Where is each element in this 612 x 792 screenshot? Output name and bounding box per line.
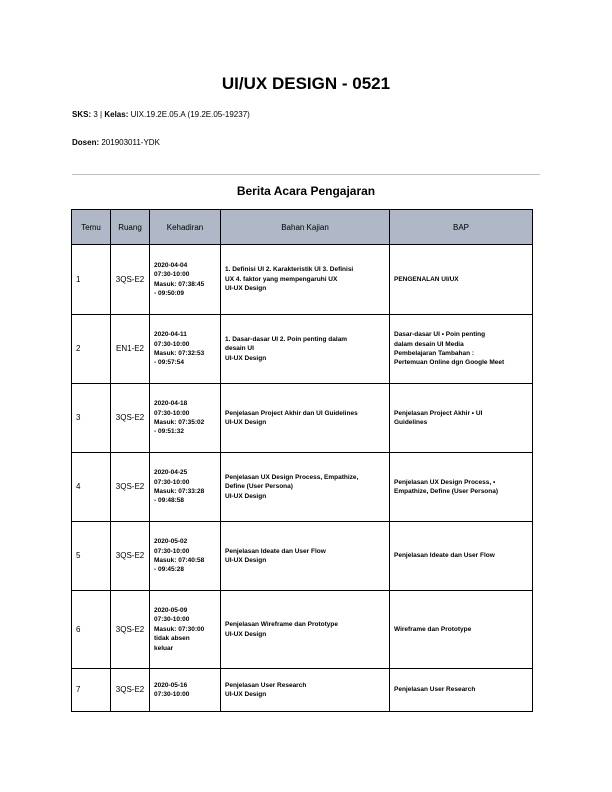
cell-kehadiran-line: 07:30-10:00 bbox=[154, 409, 190, 417]
cell-bahan-kajian-line: Penjelasan UX Design Process, Empathize, bbox=[225, 473, 359, 481]
cell-bap-line: Penjelasan User Research bbox=[394, 686, 476, 694]
cell-kehadiran-line: 07:30-10:00 bbox=[154, 478, 190, 486]
cell-bap-line: Penjelasan Ideate dan User Flow bbox=[394, 552, 495, 560]
sks-value: 3 bbox=[93, 110, 98, 119]
cell-temu: 3 bbox=[72, 384, 111, 453]
cell-ruang: 3QS-E2 bbox=[111, 522, 150, 591]
cell-bap bbox=[390, 384, 533, 453]
cell-ruang: 3QS-E2 bbox=[111, 453, 150, 522]
cell-bahan-kajian-line: Penjelasan User Research bbox=[225, 681, 307, 689]
table-row bbox=[72, 453, 533, 522]
cell-bahan-kajian-line: desain UI bbox=[225, 345, 254, 353]
cell-kehadiran-line: keluar bbox=[154, 644, 174, 652]
cell-kehadiran bbox=[150, 591, 221, 669]
cell-bahan-kajian-line: UI-UX Design bbox=[225, 492, 267, 500]
meta-line-sks-kelas bbox=[72, 110, 250, 119]
cell-bahan-kajian-line: Penjelasan Ideate dan User Flow bbox=[225, 547, 326, 555]
cell-bahan-kajian-line: 1. Dasar-dasar UI 2. Poin penting dalam bbox=[225, 335, 348, 343]
cell-bahan-kajian-line: 1. Definisi UI 2. Karakteristik UI 3. Definisi bbox=[225, 266, 354, 274]
cell-bahan-kajian bbox=[221, 245, 390, 315]
cell-kehadiran-line: - 09:45:28 bbox=[154, 566, 184, 574]
cell-kehadiran-line: tidak absen bbox=[154, 635, 190, 643]
cell-ruang: 3QS-E2 bbox=[111, 591, 150, 669]
table-row bbox=[72, 591, 533, 669]
cell-bahan-kajian-line: UI-UX Design bbox=[225, 354, 267, 362]
meta-separator: | bbox=[100, 110, 103, 119]
cell-kehadiran bbox=[150, 453, 221, 522]
cell-bap-line: Penjelasan UX Design Process, • bbox=[394, 478, 496, 486]
dosen-label: Dosen: bbox=[72, 138, 100, 147]
cell-bap-line: Empathize, Define (User Persona) bbox=[394, 488, 499, 495]
cell-bahan-kajian-line: Penjelasan Wireframe dan Prototype bbox=[225, 621, 339, 629]
cell-temu: 5 bbox=[72, 522, 111, 591]
cell-bahan-kajian bbox=[221, 669, 390, 712]
cell-bahan-kajian bbox=[221, 384, 390, 453]
cell-kehadiran-line: Masuk: 07:40:58 bbox=[154, 557, 205, 564]
cell-kehadiran-line: 07:30-10:00 bbox=[154, 691, 190, 698]
cell-temu: 1 bbox=[72, 245, 111, 315]
cell-kehadiran-line: 2020-05-02 bbox=[154, 538, 188, 546]
cell-bap-line: PENGENALAN UI/UX bbox=[394, 275, 459, 283]
cell-bap-line: Dasar-dasar UI • Poin penting bbox=[394, 331, 486, 339]
header-bap: BAP bbox=[390, 210, 533, 245]
cell-bap bbox=[390, 453, 533, 522]
cell-bahan-kajian bbox=[221, 315, 390, 384]
document-title: UI/UX DESIGN - 0521 bbox=[221, 74, 391, 93]
header-bahan-kajian: Bahan Kajian bbox=[221, 210, 390, 245]
cell-kehadiran-line: 2020-04-25 bbox=[154, 469, 188, 477]
cell-temu: 7 bbox=[72, 669, 111, 712]
cell-temu: 2 bbox=[72, 315, 111, 384]
cell-bahan-kajian-line: UI-UX Design bbox=[225, 557, 267, 564]
cell-kehadiran-line: - 09:51:32 bbox=[154, 428, 184, 436]
cell-bahan-kajian-line: UX 4. faktor yang mempengaruhi UX bbox=[225, 275, 338, 283]
cell-kehadiran-line: - 09:50:09 bbox=[154, 289, 184, 297]
cell-bap-line: Wireframe dan Prototype bbox=[394, 625, 472, 633]
cell-kehadiran-line: Masuk: 07:30:00 bbox=[154, 625, 205, 633]
dosen-value: 201903011-YDK bbox=[101, 138, 160, 147]
cell-kehadiran-line: 2020-04-18 bbox=[154, 400, 188, 408]
cell-kehadiran bbox=[150, 522, 221, 591]
cell-kehadiran-line: Masuk: 07:33:28 bbox=[154, 488, 205, 495]
cell-kehadiran-line: 2020-04-04 bbox=[154, 261, 188, 269]
cell-kehadiran bbox=[150, 315, 221, 384]
cell-bap bbox=[390, 315, 533, 384]
table-header-row bbox=[72, 210, 533, 245]
cell-kehadiran bbox=[150, 669, 221, 712]
table-row bbox=[72, 245, 533, 315]
sks-label: SKS: bbox=[72, 110, 92, 119]
cell-kehadiran-line: 07:30-10:00 bbox=[154, 547, 190, 555]
cell-kehadiran-line: 2020-04-11 bbox=[154, 331, 187, 339]
cell-bap bbox=[390, 522, 533, 591]
cell-bap bbox=[390, 591, 533, 669]
cell-bahan-kajian-line: UI-UX Design bbox=[225, 630, 267, 638]
section-title: Berita Acara Pengajaran bbox=[236, 184, 376, 198]
cell-bap-line: Pertemuan Online dgn Google Meet bbox=[394, 359, 505, 367]
header-ruang: Ruang bbox=[111, 210, 150, 245]
cell-kehadiran-line: 2020-05-16 bbox=[154, 681, 188, 689]
cell-bap-line: Guidelines bbox=[394, 419, 428, 426]
cell-bap-line: Penjelasan Project Akhir • UI bbox=[394, 409, 483, 417]
cell-kehadiran-line: Masuk: 07:32:53 bbox=[154, 350, 205, 357]
cell-ruang: 3QS-E2 bbox=[111, 669, 150, 712]
cell-kehadiran-line: - 09:48:58 bbox=[154, 497, 184, 505]
cell-bap bbox=[390, 245, 533, 315]
cell-ruang: EN1-E2 bbox=[111, 315, 150, 384]
cell-kehadiran-line: 07:30-10:00 bbox=[154, 340, 190, 348]
cell-bahan-kajian-line: UI-UX Design bbox=[225, 285, 267, 293]
cell-bahan-kajian-line: Define (User Persona) bbox=[225, 483, 293, 491]
cell-kehadiran-line: Masuk: 07:35:02 bbox=[154, 419, 205, 426]
cell-kehadiran bbox=[150, 384, 221, 453]
cell-kehadiran bbox=[150, 245, 221, 315]
header-kehadiran: Kehadiran bbox=[150, 210, 221, 245]
cell-ruang: 3QS-E2 bbox=[111, 384, 150, 453]
cell-bahan-kajian-line: Penjelasan Project Akhir dan UI Guidelines bbox=[225, 409, 358, 417]
meta-line-dosen bbox=[72, 138, 160, 147]
cell-bap-line: dalam desain UI Media bbox=[394, 340, 464, 348]
cell-bahan-kajian bbox=[221, 522, 390, 591]
cell-temu: 6 bbox=[72, 591, 111, 669]
header-temu: Temu bbox=[72, 210, 111, 245]
cell-bap-line: Pembelajaran Tambahan : bbox=[394, 350, 475, 357]
table-row bbox=[72, 669, 533, 712]
cell-bahan-kajian bbox=[221, 453, 390, 522]
cell-bahan-kajian-line: UI-UX Design bbox=[225, 691, 267, 698]
kelas-label: Kelas: bbox=[104, 110, 129, 119]
table-row bbox=[72, 384, 533, 453]
bap-table bbox=[71, 209, 533, 712]
cell-bap bbox=[390, 669, 533, 712]
kelas-value: UIX.19.2E.05.A (19.2E.05-19237) bbox=[130, 110, 250, 119]
divider bbox=[72, 174, 540, 175]
cell-bahan-kajian bbox=[221, 591, 390, 669]
table-row bbox=[72, 522, 533, 591]
cell-kehadiran-line: 07:30-10:00 bbox=[154, 616, 190, 624]
cell-kehadiran-line: 07:30-10:00 bbox=[154, 271, 190, 279]
table-row bbox=[72, 315, 533, 384]
cell-kehadiran-line: - 09:57:54 bbox=[154, 359, 184, 367]
cell-temu: 4 bbox=[72, 453, 111, 522]
cell-ruang: 3QS-E2 bbox=[111, 245, 150, 315]
cell-kehadiran-line: Masuk: 07:38:45 bbox=[154, 280, 205, 288]
cell-kehadiran-line: 2020-05-09 bbox=[154, 606, 188, 614]
cell-bahan-kajian-line: UI-UX Design bbox=[225, 419, 267, 426]
